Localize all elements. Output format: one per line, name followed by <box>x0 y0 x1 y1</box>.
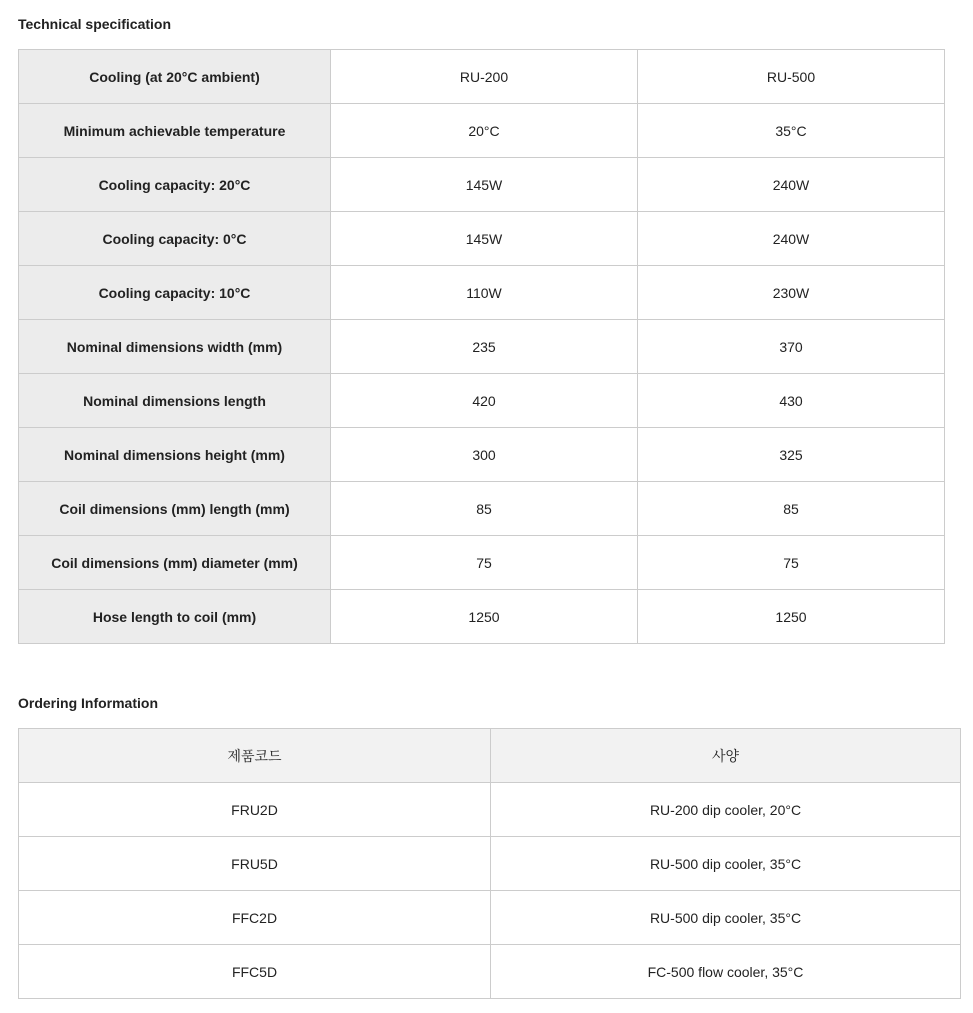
ordering-specification: FC-500 flow cooler, 35°C <box>491 945 961 999</box>
ordering-product-code: FRU2D <box>19 783 491 837</box>
spec-row <box>19 536 945 590</box>
spec-row-value-ru200: 85 <box>331 482 638 536</box>
ordering-header-specification: 사양 <box>491 729 961 783</box>
spec-header-label: Cooling (at 20°C ambient) <box>19 50 331 104</box>
technical-specification-title: Technical specification <box>18 16 172 32</box>
spec-row-label: Minimum achievable temperature <box>19 104 331 158</box>
spec-row-value-ru500: 230W <box>638 266 945 320</box>
spec-row-value-ru500: 325 <box>638 428 945 482</box>
spec-row-value-ru500: 430 <box>638 374 945 428</box>
ordering-product-code: FFC5D <box>19 945 491 999</box>
ordering-specification: RU-500 dip cooler, 35°C <box>491 891 961 945</box>
spec-row-value-ru500: 370 <box>638 320 945 374</box>
spec-row <box>19 428 945 482</box>
technical-specification-table <box>18 49 945 644</box>
spec-row-value-ru200: 145W <box>331 158 638 212</box>
spec-row <box>19 104 945 158</box>
spec-row-label: Cooling capacity: 0°C <box>19 212 331 266</box>
ordering-row <box>19 891 961 945</box>
ordering-row <box>19 945 961 999</box>
spec-row-value-ru200: 1250 <box>331 590 638 644</box>
spec-row-value-ru500: 75 <box>638 536 945 590</box>
spec-row-label: Cooling capacity: 10°C <box>19 266 331 320</box>
spec-row-label: Hose length to coil (mm) <box>19 590 331 644</box>
ordering-row <box>19 837 961 891</box>
spec-row <box>19 266 945 320</box>
spec-row-label: Nominal dimensions length <box>19 374 331 428</box>
spec-header-row <box>19 50 945 104</box>
ordering-header-row <box>19 729 961 783</box>
ordering-specification: RU-200 dip cooler, 20°C <box>491 783 961 837</box>
spec-row-label: Nominal dimensions width (mm) <box>19 320 331 374</box>
spec-row-value-ru500: 35°C <box>638 104 945 158</box>
spec-row-value-ru500: 85 <box>638 482 945 536</box>
spec-row-value-ru200: 145W <box>331 212 638 266</box>
spec-row-label: Cooling capacity: 20°C <box>19 158 331 212</box>
spec-row-label: Coil dimensions (mm) diameter (mm) <box>19 536 331 590</box>
spec-row-label: Coil dimensions (mm) length (mm) <box>19 482 331 536</box>
spec-row-value-ru200: 110W <box>331 266 638 320</box>
spec-row-value-ru200: 420 <box>331 374 638 428</box>
spec-row-value-ru200: 75 <box>331 536 638 590</box>
spec-row <box>19 212 945 266</box>
ordering-specification: RU-500 dip cooler, 35°C <box>491 837 961 891</box>
ordering-information-title: Ordering Information <box>18 695 158 711</box>
spec-row-value-ru200: 300 <box>331 428 638 482</box>
spec-row-value-ru200: 235 <box>331 320 638 374</box>
spec-row <box>19 482 945 536</box>
spec-row-value-ru500: 1250 <box>638 590 945 644</box>
spec-header-model-2: RU-500 <box>638 50 945 104</box>
ordering-product-code: FFC2D <box>19 891 491 945</box>
spec-header-model-1: RU-200 <box>331 50 638 104</box>
spec-row <box>19 590 945 644</box>
ordering-product-code: FRU5D <box>19 837 491 891</box>
ordering-row <box>19 783 961 837</box>
spec-row-value-ru500: 240W <box>638 212 945 266</box>
spec-row-label: Nominal dimensions height (mm) <box>19 428 331 482</box>
spec-row <box>19 320 945 374</box>
spec-row-value-ru500: 240W <box>638 158 945 212</box>
spec-row <box>19 158 945 212</box>
ordering-header-product-code: 제품코드 <box>19 729 491 783</box>
ordering-information-table <box>18 728 961 999</box>
spec-row-value-ru200: 20°C <box>331 104 638 158</box>
spec-row <box>19 374 945 428</box>
